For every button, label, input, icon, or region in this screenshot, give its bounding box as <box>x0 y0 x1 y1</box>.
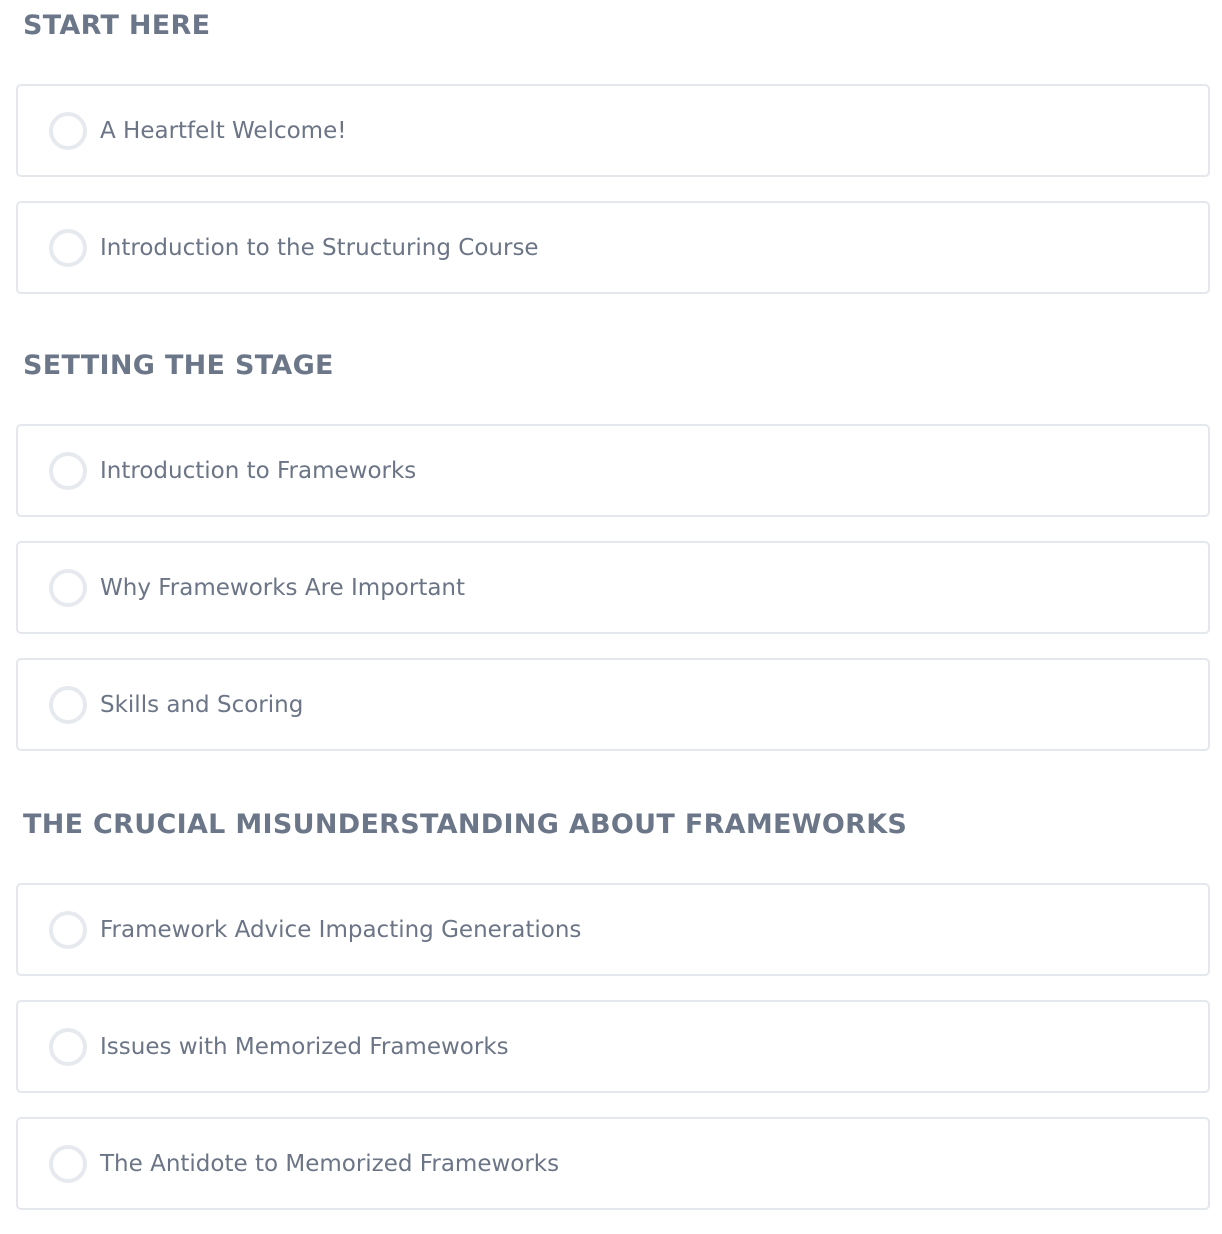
lesson-title: Skills and Scoring <box>100 691 304 718</box>
lesson-item-introduction-structuring-course[interactable] <box>16 201 1210 294</box>
incomplete-circle-icon <box>49 229 87 267</box>
lesson-title: A Heartfelt Welcome! <box>100 117 347 144</box>
lesson-item-why-frameworks-important[interactable] <box>16 541 1210 634</box>
lesson-title: The Antidote to Memorized Frameworks <box>100 1150 560 1177</box>
lesson-item-antidote-memorized-frameworks[interactable] <box>16 1117 1210 1210</box>
lesson-item-heartfelt-welcome[interactable] <box>16 84 1210 177</box>
lesson-item-issues-memorized-frameworks[interactable] <box>16 1000 1210 1093</box>
lesson-item-framework-advice-generations[interactable] <box>16 883 1210 976</box>
lesson-list <box>16 84 1210 318</box>
incomplete-circle-icon <box>49 452 87 490</box>
incomplete-circle-icon <box>49 911 87 949</box>
section-title: THE CRUCIAL MISUNDERSTANDING ABOUT FRAMEWORKS <box>23 809 908 840</box>
incomplete-circle-icon <box>49 569 87 607</box>
lesson-title: Introduction to Frameworks <box>100 457 417 484</box>
lesson-list <box>16 424 1210 775</box>
incomplete-circle-icon <box>49 686 87 724</box>
lesson-item-introduction-frameworks[interactable] <box>16 424 1210 517</box>
section-title: START HERE <box>23 10 211 41</box>
section-crucial-misunderstanding <box>16 799 1210 1177</box>
lesson-title: Why Frameworks Are Important <box>100 574 466 601</box>
section-setting-the-stage <box>16 340 1210 718</box>
lesson-title: Issues with Memorized Frameworks <box>100 1033 509 1060</box>
section-title: SETTING THE STAGE <box>23 350 334 381</box>
incomplete-circle-icon <box>49 112 87 150</box>
lesson-item-skills-scoring[interactable] <box>16 658 1210 751</box>
incomplete-circle-icon <box>49 1028 87 1066</box>
section-start-here <box>16 0 1210 261</box>
lesson-title: Introduction to the Structuring Course <box>100 234 539 261</box>
lesson-list <box>16 883 1210 1234</box>
lesson-title: Framework Advice Impacting Generations <box>100 916 582 943</box>
incomplete-circle-icon <box>49 1145 87 1183</box>
